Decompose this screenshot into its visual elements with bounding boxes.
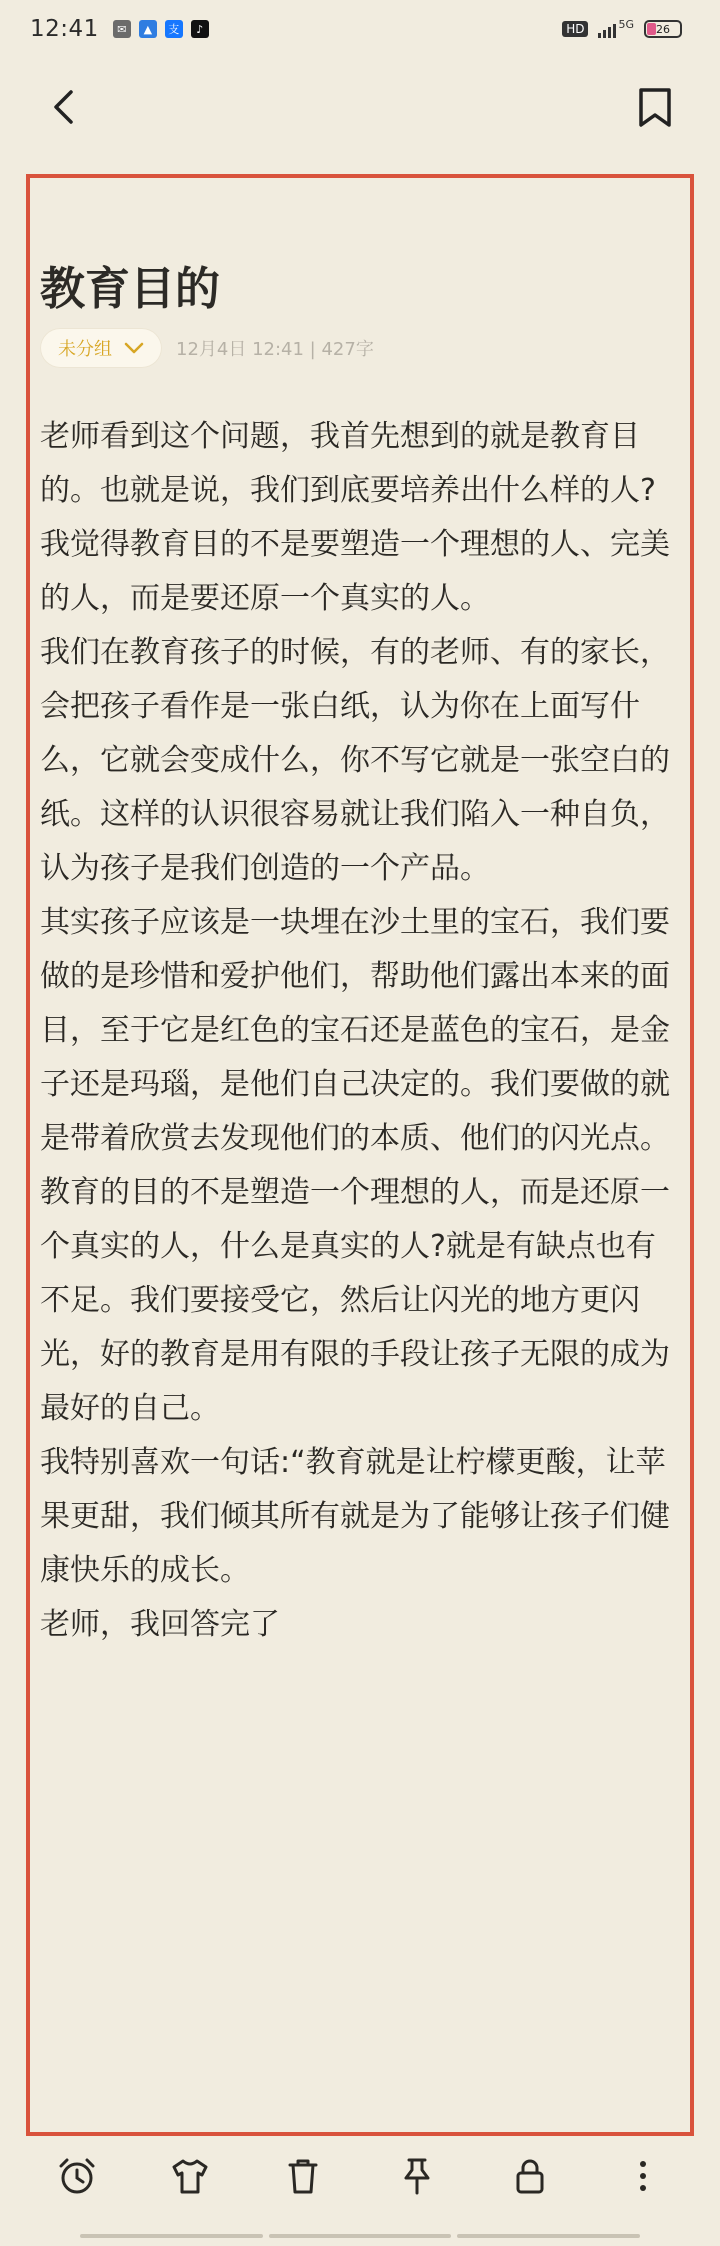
top-bar — [0, 70, 720, 140]
back-button[interactable] — [40, 82, 90, 132]
signal-icon — [598, 20, 616, 38]
more-vertical-icon — [621, 2154, 665, 2198]
pin-icon — [395, 2154, 439, 2198]
shirt-icon — [168, 2154, 212, 2198]
note-paragraph: 我觉得教育目的不是要塑造一个理想的人、完美的人，而是要还原一个真实的人。 — [40, 527, 670, 616]
alipay-icon: 支 — [165, 20, 183, 38]
delete-button[interactable] — [280, 2153, 326, 2199]
hd-badge: HD — [562, 21, 588, 37]
bookmark-button[interactable] — [630, 82, 680, 132]
bookmark-icon — [630, 82, 680, 132]
message-icon: ✉ — [113, 20, 131, 38]
battery-icon — [644, 20, 682, 38]
alarm-clock-icon — [55, 2154, 99, 2198]
theme-button[interactable] — [167, 2153, 213, 2199]
note-title[interactable]: 教育目的 — [40, 262, 221, 315]
pin-button[interactable] — [394, 2153, 440, 2199]
note-meta-row — [40, 328, 374, 368]
chevron-left-icon — [40, 82, 90, 132]
group-label: 未分组 — [58, 339, 112, 360]
battery-level: 26 — [656, 22, 670, 36]
home-indicator[interactable] — [80, 2234, 640, 2239]
note-paragraph: 老师看到这个问题，我首先想到的就是教育目的。也就是说，我们到底要培养出什么样的人? — [40, 419, 656, 508]
bottom-toolbar — [0, 2136, 720, 2216]
note-paragraph: 教育的目的不是塑造一个理想的人，而是还原一个真实的人，什么是真实的人?就是有缺点也有不足。我们要接受它，然后让闪光的地方更闪光，好的教育是用有限的手段让孩子无限的成为最好的自己。 — [40, 1175, 670, 1426]
network-label: 5G — [618, 17, 634, 31]
note-paragraph: 老师，我回答完了 — [40, 1607, 280, 1642]
chevron-down-icon — [124, 342, 144, 354]
note-paragraph: 其实孩子应该是一块埋在沙土里的宝石，我们要做的是珍惜和爱护他们，帮助他们露出本来的面目，至于它是红色的宝石还是蓝色的宝石，是金子还是玛瑙，是他们自己决定的。我们要做的就是带着欣赏去发现他们的本质、他们的闪光点。 — [40, 905, 670, 1156]
note-paragraph: 我们在教育孩子的时候，有的老师、有的家长，会把孩子看作是一张白纸，认为你在上面写什么，它就会变成什么，你不写它就是一张空白的纸。这样的认识很容易就让我们陷入一种自负，认为孩子是我们创造的一个产品。 — [40, 635, 670, 886]
group-selector[interactable] — [40, 328, 162, 368]
lock-icon — [508, 2154, 552, 2198]
reminder-button[interactable] — [54, 2153, 100, 2199]
status-bar — [0, 0, 720, 58]
app-icon: ▲ — [139, 20, 157, 38]
more-button[interactable] — [620, 2153, 666, 2199]
note-paragraph: 我特别喜欢一句话:“教育就是让柠檬更酸，让苹果更甜，我们倾其所有就是为了能够让孩子们健康快乐的成长。 — [40, 1445, 670, 1588]
status-time: 12:41 — [30, 16, 99, 42]
tiktok-icon: ♪ — [191, 20, 209, 38]
trash-icon — [281, 2154, 325, 2198]
note-body[interactable] — [40, 410, 682, 1652]
note-meta: 12月4日 12:41 | 427字 — [176, 339, 374, 360]
lock-button[interactable] — [507, 2153, 553, 2199]
